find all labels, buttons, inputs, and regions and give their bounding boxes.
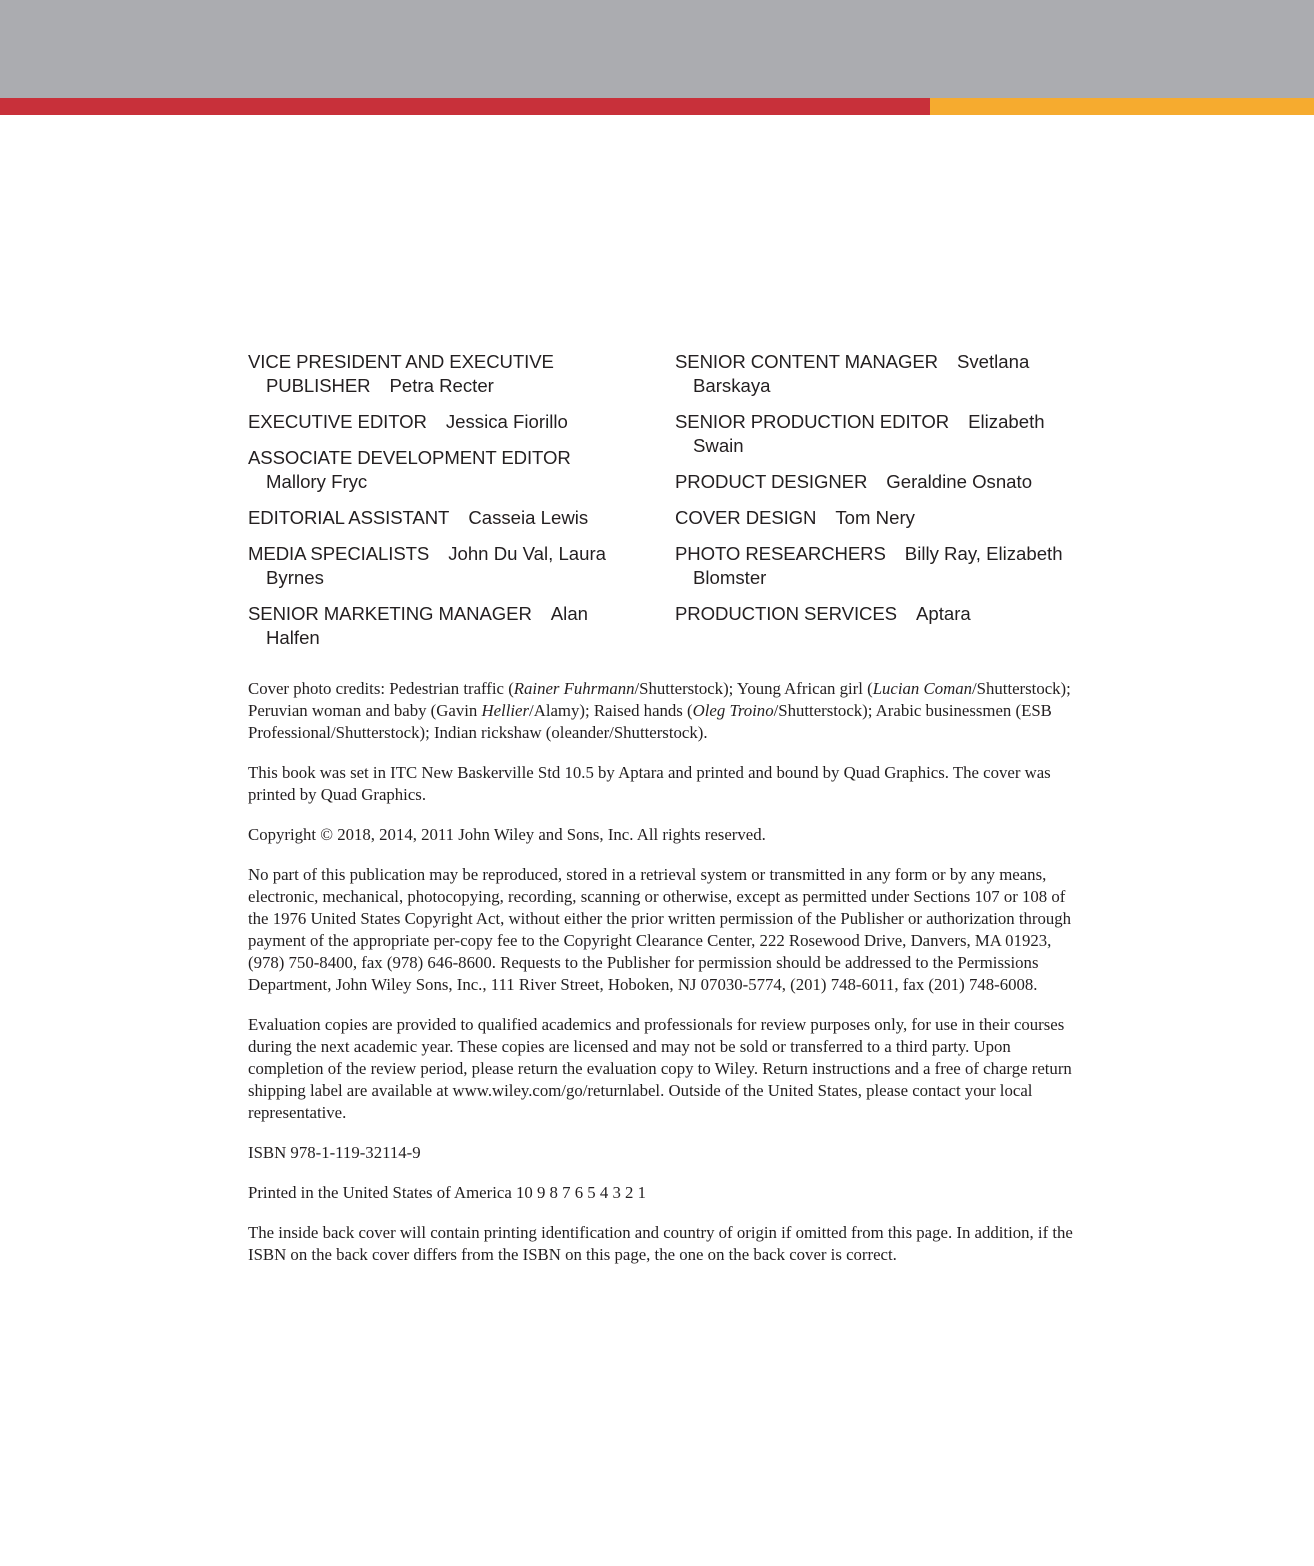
copyright-notice: Copyright © 2018, 2014, 2011 John Wiley and Sons, Inc. All rights reserved.	[248, 825, 766, 844]
credit-role: SENIOR PRODUCTION EDITOR	[675, 411, 950, 432]
credit-entry	[248, 410, 628, 434]
credit-entry	[675, 350, 1075, 398]
credit-role: EXECUTIVE EDITOR	[248, 411, 427, 432]
credit-entry	[675, 410, 1075, 458]
credits-left-column	[248, 350, 628, 662]
credit-role: PRODUCTION SERVICES	[675, 603, 897, 624]
credit-entry	[248, 350, 628, 398]
back-cover-note: The inside back cover will contain printing identification and country of origin if omitted from this page. In addition, if the ISBN on the back cover differs from the ISBN on this page, the one on the back cover is correct.	[248, 1223, 1073, 1264]
credit-role: EDITORIAL ASSISTANT	[248, 507, 450, 528]
header-band	[0, 0, 1314, 98]
credits-right-column	[675, 350, 1075, 638]
credit-name: Casseia Lewis	[468, 507, 589, 528]
credit-name: Billy Ray, Elizabeth Blomster	[693, 543, 1063, 588]
credit-name: Petra Recter	[389, 375, 494, 396]
credit-entry	[675, 470, 1075, 494]
credit-entry	[675, 506, 1075, 530]
credit-role: COVER DESIGN	[675, 507, 817, 528]
orange-accent-stripe	[930, 98, 1314, 115]
copyright-page-body	[248, 678, 1078, 1284]
credit-name: Mallory Fryc	[266, 471, 368, 492]
credit-role: SENIOR CONTENT MANAGER	[675, 351, 938, 372]
credit-name: Geraldine Osnato	[886, 471, 1033, 492]
credit-entry	[248, 542, 628, 590]
credit-entry	[248, 506, 628, 530]
credit-name: John Du Val, Laura Byrnes	[266, 543, 607, 588]
credit-entry	[248, 446, 628, 494]
credit-name: Tom Nery	[835, 507, 915, 528]
credit-name: Svetlana Barskaya	[693, 351, 1030, 396]
credit-name: Aptara	[915, 603, 971, 624]
credit-role: PHOTO RESEARCHERS	[675, 543, 886, 564]
isbn: ISBN 978-1-119-32114-9	[248, 1143, 421, 1162]
cover-photo-credits: Cover photo credits: Pedestrian traffic (Rainer Fuhrmann/Shutterstock); Young African girl (Lucian Coman/Shutterstock); Peruvian woman and baby (Gavin Hellier/Alamy); Raised hands (Oleg Troino/Shutterstock); Arabic businessmen (ESB Professional/Shutterstock); Indian rickshaw (oleander/Shutterstock).	[248, 679, 1071, 742]
credit-role: ASSOCIATE DEVELOPMENT EDITOR	[248, 447, 571, 468]
credit-entry	[248, 602, 628, 650]
credit-role: SENIOR MARKETING MANAGER	[248, 603, 532, 624]
credit-entry	[675, 602, 1075, 626]
credit-name: Alan Halfen	[266, 603, 588, 648]
credit-role: VICE PRESIDENT AND EXECUTIVE PUBLISHER	[248, 351, 554, 396]
permissions-paragraph: No part of this publication may be reproduced, stored in a retrieval system or transmitted in any form or by any means, electronic, mechanical, photocopying, recording, scanning or otherwise, except as permitted under Sections 107 or 108 of the 1976 United States Copyright Act, without either the prior written permission of the Publisher or authorization through payment of the appropriate per-copy fee to the Copyright Clearance Center, 222 Rosewood Drive, Danvers, MA 01923, (978) 750-8400, fax (978) 646-8600. Requests to the Publisher for permission should be addressed to the Permissions Department, John Wiley Sons, Inc., 111 River Street, Hoboken, NJ 07030-5774, (201) 748-6011, fax (201) 748-6008.	[248, 865, 1072, 994]
credit-role: PRODUCT DESIGNER	[675, 471, 868, 492]
credit-name: Elizabeth Swain	[693, 411, 1045, 456]
credit-role: MEDIA SPECIALISTS	[248, 543, 430, 564]
evaluation-copies-paragraph: Evaluation copies are provided to qualified academics and professionals for review purposes only, for use in their courses during the next academic year. These copies are licensed and may not be sold or transferred to a third party. Upon completion of the review period, please return the evaluation copy to Wiley. Return instructions and a free of charge return shipping label are available at www.wiley.com/go/returnlabel. Outside of the United States, please contact your local representative.	[248, 1015, 1072, 1122]
credit-name: Jessica Fiorillo	[445, 411, 568, 432]
printed-in: Printed in the United States of America 10 9 8 7 6 5 4 3 2 1	[248, 1183, 647, 1202]
credit-entry	[675, 542, 1075, 590]
typeset-note: This book was set in ITC New Baskerville Std 10.5 by Aptara and printed and bound by Quad Graphics. The cover was printed by Quad Graphics.	[248, 763, 1051, 804]
red-accent-stripe	[0, 98, 930, 115]
